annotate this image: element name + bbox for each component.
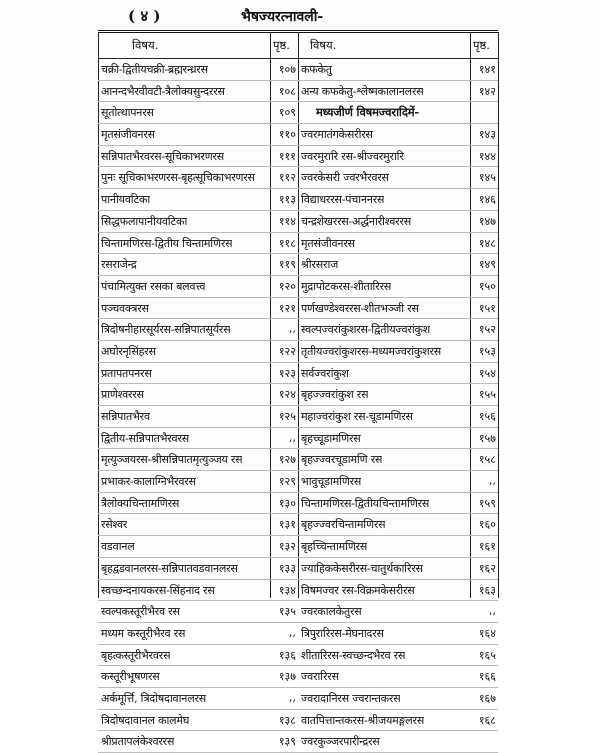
entry-page-number: १३५ [278,605,296,619]
index-entry-row [98,102,298,124]
entry-name: स्वल्पज्वरांकुशरस-द्वितीयज्वरांकुश [301,323,431,337]
entry-name: प्राणेश्वररस [101,388,144,402]
entry-name: बृहच्चिन्तामणिरस [301,540,368,554]
index-entry-row [98,493,298,515]
entry-name: ज्वरकालकेतुरस [301,605,362,619]
index-entry-row [298,666,498,688]
index-entry-row [298,233,498,255]
entry-name: सर्वज्वरांकुश [301,366,349,380]
index-entry-row [298,493,498,515]
index-entry-row [298,167,498,189]
entry-name: मध्यम कस्तूरीभैरव रस [101,626,186,640]
entry-page-number: १३८ [278,713,296,727]
entry-name: बृहच्चूडामणिरस [301,431,361,445]
index-entry-row [298,428,498,450]
entry-page-number: १२९ [278,475,296,489]
entry-page-number: १६० [478,518,496,532]
index-entry-row [298,254,498,276]
entry-name: स्वच्छन्दनायकरस-सिंहनाद रस [101,583,215,597]
index-entry-row [298,146,498,168]
entry-name: श्रीरसराज [301,258,339,272]
left-index-column [98,59,298,753]
index-entry-row [98,688,298,710]
index-entry-row [98,514,298,536]
entry-page-number: ११८ [278,236,296,250]
entry-page-number: १५० [478,279,496,293]
entry-name: ज्वरादानिरस ज्वरान्तकरस [301,691,401,705]
index-entry-row [98,363,298,385]
entry-name: त्रैलोक्यचिन्तामणिरस [101,496,180,510]
entry-page-number: १४७ [478,214,496,228]
index-entry-row [98,601,298,623]
entry-page-number: ,, [289,430,296,444]
entry-name: सिद्धफलापानीयवटिका [101,214,188,228]
entry-page-number: १२३ [278,366,296,380]
entry-name: विद्याधररस-पंचाननरस [301,193,385,207]
entry-page-number: १४१ [478,63,496,76]
entry-page-number: १५७ [478,431,496,445]
entry-name: चक्री-द्वितीयचक्री-ब्रह्मरन्ध्ररस [101,63,208,76]
entry-page-number: ११९ [278,258,296,272]
index-entry-row [98,233,298,255]
left-page-heading: पृष्ठ. [273,38,290,52]
entry-name: ज्वरकुञ्जरपारीन्द्ररस [301,735,380,749]
entry-page-number: १११ [278,149,296,163]
entry-page-number: १३७ [278,670,296,684]
index-entry-row [298,580,498,602]
entry-page-number: १५९ [478,496,496,510]
entry-page-number: १४६ [478,193,496,207]
entry-page-number: ११२ [278,171,296,185]
entry-name: सन्निपातभैरवरस-सूचिकाभरणरस [101,149,225,163]
entry-name: बृहज्ज्वरचूडामणि रस [301,453,383,467]
entry-name: श्रीप्रतापलंकेश्वररस [101,735,175,749]
index-entry-row [298,298,498,320]
entry-name: शीतारिरस-स्वच्छन्दभैरव रस [301,648,406,662]
index-entry-row [298,341,498,363]
table-right-border [498,32,499,598]
entry-page-number: १३९ [278,735,296,749]
entry-name: बृहज्ज्वरांकुश रस [301,388,369,402]
index-entry-row [98,189,298,211]
right-subject-heading: विषय. [310,38,337,52]
index-entry-row [298,59,498,81]
index-entry-row [98,580,298,602]
entry-name: रसेश्वर [101,518,128,532]
entry-page-number: १३० [278,496,296,510]
entry-name: पानीयवटिका [101,193,151,207]
entry-page-number: १५१ [478,301,496,315]
entry-page-number: १५४ [478,366,496,380]
entry-name: अर्कमूर्त्ति, त्रिदोषदावानलरस [101,691,206,705]
index-entry-row [298,601,498,623]
entry-page-number: १४४ [478,149,496,163]
index-entry-row [98,471,298,493]
entry-name: ज्वरमुरारि रस-श्रीज्वरमुरारि [301,149,404,163]
entry-name: कफकेतु [301,63,332,76]
entry-page-number: ,, [289,690,296,704]
entry-name: तृतीयज्वरांकुशरस-मध्यमज्वरांकुशरस [301,344,441,358]
index-entry-row [98,623,298,645]
entry-name: प्रभाकर-कालाग्निभैरवरस [101,475,196,489]
entry-name: पंचामित्युक्त रसका बलवत्त्व [101,279,206,293]
index-entry-row [98,167,298,189]
index-entry-row [98,536,298,558]
book-title: भैषज्यरत्नावली- [241,9,324,25]
section-heading: मध्यजीर्ण विषमज्वरादिमें- [316,105,419,120]
entry-name: ज्वरमातंगकेसरीरस [301,128,373,142]
entry-page-number: ११० [278,128,296,142]
entry-name: मृतसंजीवनरस [301,236,355,250]
entry-name: चिन्तामणिरस-द्वितीय चिन्तामणिरस [101,236,233,250]
entry-page-number: ,, [289,625,296,639]
index-entry-row [298,645,498,667]
entry-name: ज्वरारिरस [301,670,339,684]
entry-page-number: १०८ [278,84,296,98]
left-subject-heading: विषय. [132,38,159,52]
entry-name: वातपित्तान्तकरस-श्रीजयमङ्गलरस [301,713,425,727]
entry-name: त्रिपुरारिरस-मेघनादरस [301,626,384,640]
entry-name: ज्याहिककेसरीरस-चातुर्थकारिरस [301,561,423,575]
index-entry-row [98,59,298,81]
entry-page-number: १६१ [478,540,496,554]
entry-page-number: १२४ [278,388,296,402]
entry-name: त्रिदोषनीहारसूर्यरस-सन्निपातसूर्यरस [101,323,231,337]
entry-page-number: १४२ [478,84,496,98]
entry-page-number: १३१ [278,518,296,532]
entry-name: भावुचूडामणिरस [301,475,362,489]
index-entry-row [98,558,298,580]
index-entry-row [298,471,498,493]
entry-name: रसराजेन्द्र [101,258,137,272]
index-entry-row [98,254,298,276]
entry-page-number: १२१ [278,301,296,315]
index-entry-row [98,666,298,688]
right-page-heading: पृष्ठ. [473,38,490,52]
entry-page-number: १६७ [478,691,496,705]
entry-name: कस्तूरीभूषणरस [101,670,160,684]
index-entry-row [98,384,298,406]
entry-name: बृहत्कस्तूरीभैरवरस [101,648,171,662]
entry-name: पञ्चवक्त्ररस [101,301,149,315]
entry-name: मृतसंजीवनरस [101,128,155,142]
entry-page-number: १३२ [278,540,296,554]
entry-name: विषमज्वर रस-विक्रमकेसरीरस [301,583,415,597]
index-entry-row [98,319,298,341]
index-entry-row [298,363,498,385]
entry-page-number: १६२ [478,561,496,575]
entry-name: त्रिदोषदावानल कालमेघ [101,713,190,727]
entry-name: महाज्वरांकुश रस-चूडामणिरस [301,410,413,423]
entry-page-number: १५३ [478,344,496,358]
entry-page-number: ११३ [278,193,296,207]
entry-name: बृहज्ज्वरचिन्तामणिरस [301,518,386,532]
page-number: ( ४ ) [128,7,161,25]
index-entry-row [298,449,498,471]
index-entry-row [98,428,298,450]
index-entry-row [298,623,498,645]
index-entry-row [298,319,498,341]
index-entry-row [298,124,498,146]
entry-name: चन्द्रशेखररस-अर्द्धनारीश्वररस [301,214,411,228]
entry-page-number: १६५ [478,648,496,662]
index-entry-row [98,406,298,428]
section-heading-row [298,102,498,124]
entry-page-number: ,, [489,604,496,618]
index-entry-row [298,514,498,536]
entry-name: पुनः सूचिकाभरणरस-बृहत्सूचिकाभरणरस [101,171,255,185]
entry-page-number: १६३ [478,583,496,597]
entry-name: मृत्युञ्जयरस-श्रीसन्निपातमृत्युञ्जय रस [101,453,243,467]
index-entry-row [98,645,298,667]
entry-page-number: १४९ [478,258,496,272]
entry-name: मुद्रापोटकरस-शीतारिरस [301,279,392,293]
index-entry-row [298,688,498,710]
index-entry-row [98,211,298,233]
index-entry-row [98,124,298,146]
entry-name: स्वल्पकस्तूरीभैरव रस [101,605,180,619]
entry-name: बृहद्वडवानलरस-सन्निपातवडवानलरस [101,561,238,575]
index-entry-row [98,710,298,732]
index-entry-row [298,536,498,558]
entry-page-number: १२० [278,279,296,293]
entry-name: पर्णखण्डेश्वररस-शीतभञ्जी रस [301,301,419,315]
entry-page-number: १४५ [478,171,496,185]
index-entry-row [98,146,298,168]
entry-page-number: १६६ [478,670,496,684]
right-index-column [298,59,498,753]
index-entry-row [298,558,498,580]
entry-page-number: १३३ [278,561,296,575]
entry-page-number: १३६ [278,648,296,662]
entry-name: प्रतापतपनरस [101,366,152,380]
index-entry-row [98,81,298,103]
index-entry-row [98,276,298,298]
entry-page-number: १०७ [278,63,296,76]
index-entry-row [98,731,298,753]
entry-name: द्वितीय-सन्निपातभैरवरस [101,431,189,445]
entry-page-number: ११४ [278,214,296,228]
entry-page-number: १४३ [478,128,496,142]
index-entry-row [298,731,498,753]
entry-page-number: १५८ [478,453,496,467]
index-entry-row [298,189,498,211]
entry-name: वडवानल [101,540,135,554]
index-entry-row [98,298,298,320]
entry-page-number: १५५ [478,388,496,402]
entry-page-number: ,, [289,322,296,336]
index-entry-row [298,81,498,103]
index-entry-row [98,341,298,363]
entry-page-number: १४८ [478,236,496,250]
entry-name: अघोरनृसिंहरस [101,344,156,358]
entry-name: आनन्दभैरवीवटी-त्रैलोक्यसुन्दररस [101,84,225,98]
entry-page-number: १६४ [478,626,496,640]
index-entry-row [298,406,498,428]
entry-name: चिन्तामणिरस-द्वितीयचिन्तामणिरस [301,496,430,510]
index-entry-row [298,276,498,298]
entry-page-number: १२७ [278,453,296,467]
page-header [98,2,498,28]
entry-page-number: ,, [489,474,496,488]
entry-page-number: १२२ [278,344,296,358]
entry-page-number: १६८ [478,713,496,727]
index-entry-row [298,211,498,233]
index-entry-row [298,710,498,732]
entry-name: सन्निपातभैरव [101,410,150,423]
entry-page-number: १२५ [278,410,296,423]
entry-name: अन्य कफकेतु-श्लेष्मकालानलरस [301,84,424,98]
index-entry-row [98,449,298,471]
index-entry-row [298,384,498,406]
entry-name: सूतोत्थापनरस [101,106,154,120]
entry-page-number: १५६ [478,410,496,423]
entry-page-number: १३४ [278,583,296,597]
entry-name: ज्वरकेसरी ज्वरभैरवरस [301,171,389,185]
entry-page-number: १०९ [278,106,296,120]
entry-page-number: १५२ [478,323,496,337]
